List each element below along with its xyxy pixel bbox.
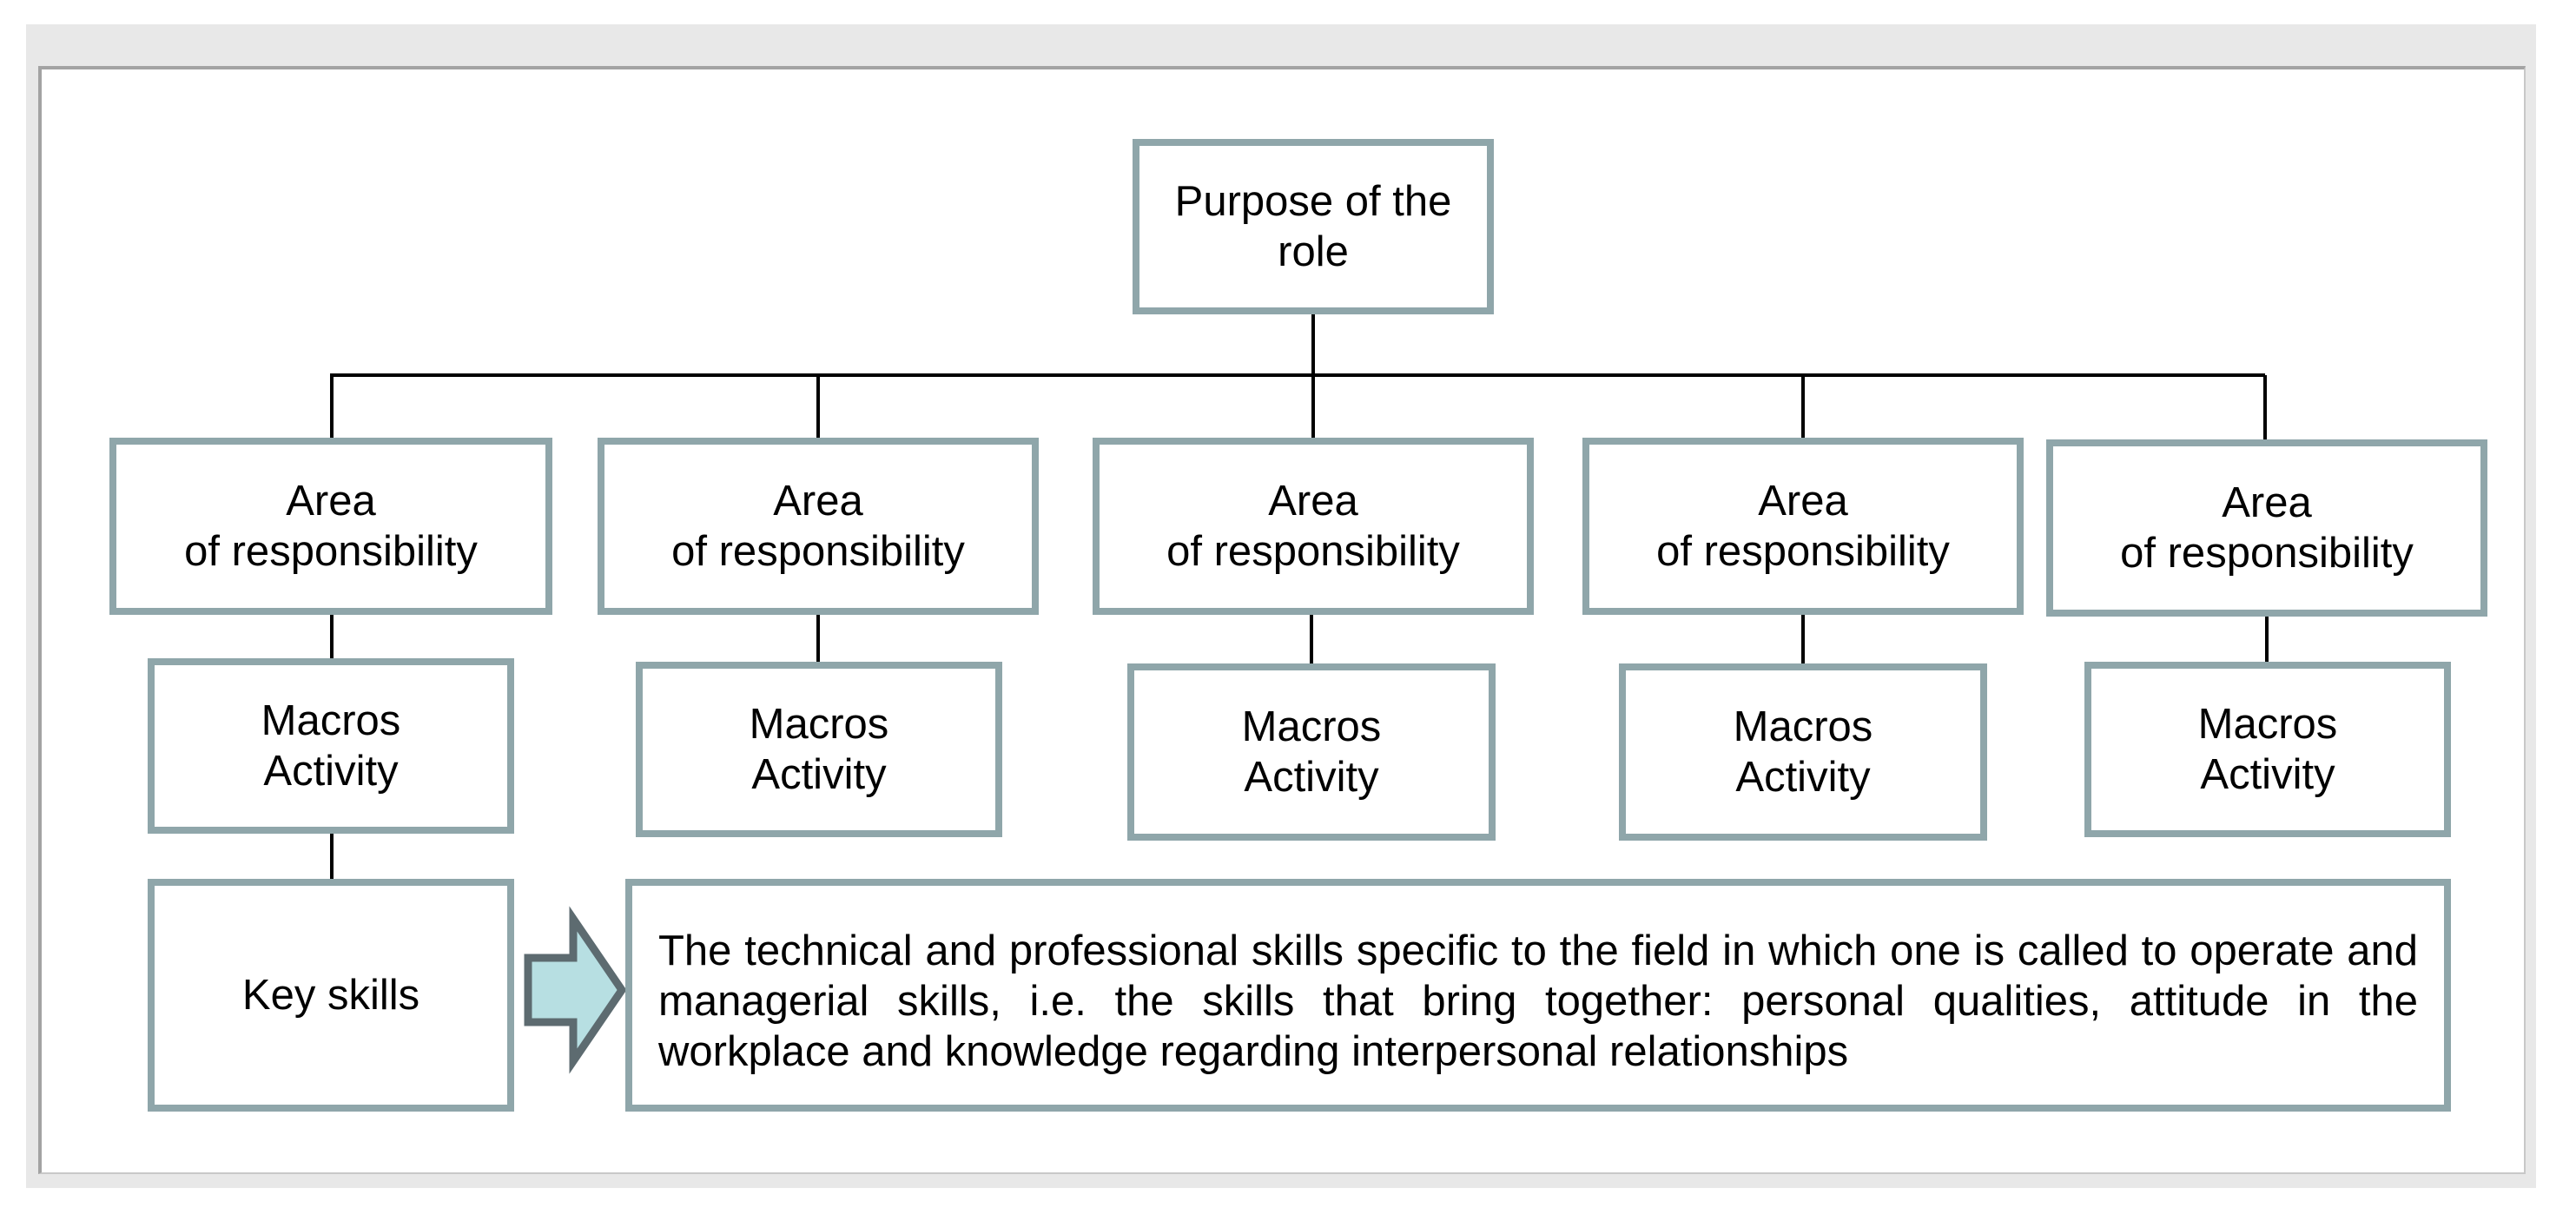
key-skills-description-text: The technical and professional skills specific to the field in which one is called to operate and managerial skills, i.e. the skills that bring together: personal qualities, attitude in the workplace and knowledge regarding interpersonal relationships — [658, 927, 2418, 1075]
macros-activity-box-4: Macros Activity — [1619, 663, 1987, 841]
key-skills-box: Key skills — [148, 879, 514, 1112]
area-of-responsibility-box-1: Area of responsibility — [109, 438, 552, 615]
area-of-responsibility-box-3: Area of responsibility — [1093, 438, 1534, 615]
macros-activity-box-5: Macros Activity — [2084, 662, 2451, 837]
macros-activity-box-1: Macros Activity — [148, 658, 514, 834]
macros-activity-box-2: Macros Activity — [636, 662, 1002, 837]
key-skills-description-box — [625, 879, 2451, 1112]
right-arrow-icon — [528, 919, 622, 1061]
area-of-responsibility-box-4: Area of responsibility — [1582, 438, 2024, 615]
macros-activity-box-3: Macros Activity — [1127, 663, 1496, 841]
area-of-responsibility-box-5: Area of responsibility — [2046, 439, 2487, 617]
purpose-of-role-box: Purpose of the role — [1133, 139, 1494, 314]
area-of-responsibility-box-2: Area of responsibility — [598, 438, 1039, 615]
